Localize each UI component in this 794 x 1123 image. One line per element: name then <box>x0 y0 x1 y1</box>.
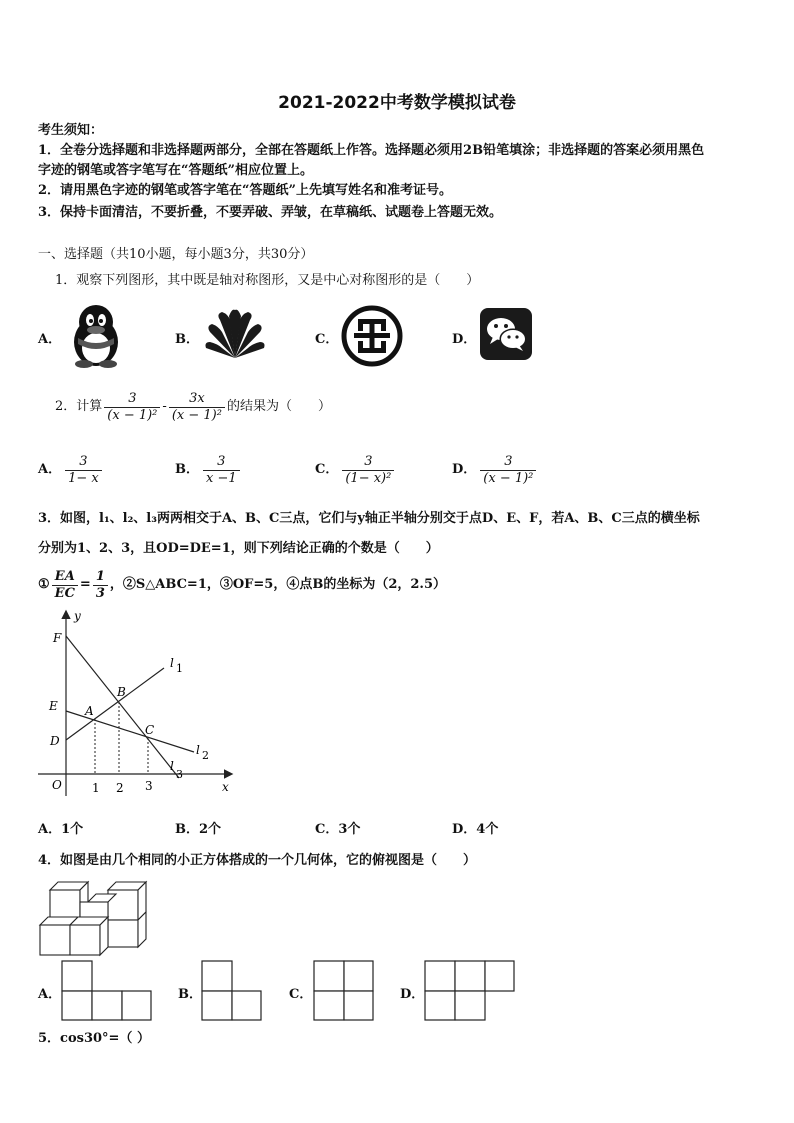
section-heading: 一、选择题（共10小题，每小题3分，共30分） <box>38 247 314 262</box>
notice-item: 2．请用黑色字迹的钢笔或答字笔在“答题纸”上先填写姓名和准考证号。 <box>38 183 453 198</box>
question-4-stem: 4．如图是由几个相同的小正方体搭成的一个几何体，它的俯视图是（ ） <box>38 853 477 868</box>
line-l3 <box>66 636 179 778</box>
numerator: 3 <box>203 454 240 471</box>
line-l1-subscript: 1 <box>176 662 183 675</box>
origin-label: O <box>52 778 62 792</box>
q3-option-d: D．4个 <box>452 822 499 837</box>
point-c-label: C <box>145 723 155 737</box>
y-axis-label: y <box>74 609 81 623</box>
option-fraction <box>65 454 102 487</box>
line-l3-subscript: 3 <box>176 768 183 781</box>
denominator: x −1 <box>206 470 237 486</box>
q1-option-b-label: B． <box>175 332 199 347</box>
condition-rest: ，②S△ABC=1，③OF=5，④点B的坐标为（2，2.5） <box>109 577 447 592</box>
option-label: C． <box>315 462 339 477</box>
notice-item: 1．全卷分选择题和非选择题两部分，全部在答题纸上作答。选择题必须用2B铅笔填涂；非选择题的答案必须用黑色 <box>38 143 705 158</box>
q2-frac2-denominator: (x − 1)² <box>171 407 222 423</box>
denominator: (1− x)² <box>345 470 392 486</box>
q4-cube-solid <box>36 880 152 960</box>
q2-option-d <box>452 450 536 490</box>
condition-marker: ① <box>38 577 50 592</box>
q4-option-c-grid <box>313 960 375 1022</box>
line-l3-label: l <box>170 759 174 773</box>
x-tick-label: 3 <box>145 779 153 793</box>
option-label: D． <box>452 462 477 477</box>
condition-fraction <box>93 569 108 602</box>
condition-fraction <box>52 569 78 602</box>
q2-suffix: 的结果为（ ） <box>226 399 331 414</box>
q2-option-a <box>38 450 102 490</box>
q4-option-a-grid <box>61 960 153 1022</box>
point-e-label: E <box>49 699 58 713</box>
x-tick-label: 2 <box>116 781 124 795</box>
numerator: 3 <box>65 454 102 471</box>
option-fraction <box>480 454 536 487</box>
x-axis-label: x <box>222 780 229 794</box>
numerator: EA <box>52 569 78 586</box>
q1-option-d-label: D． <box>452 332 477 347</box>
option-label: B． <box>175 462 199 477</box>
point-f-label: F <box>53 631 62 645</box>
equals-sign: = <box>79 577 91 592</box>
question-5-stem: 5．cos30°=（ ） <box>38 1031 150 1046</box>
q2-fraction-1 <box>104 391 160 424</box>
numerator: 3 <box>342 454 394 471</box>
line-l2-label: l <box>196 743 200 757</box>
numerator: 1 <box>93 569 108 586</box>
notice-heading: 考生须知： <box>38 123 104 138</box>
q2-frac1-denominator: (x − 1)² <box>107 407 158 423</box>
point-a-label: A <box>85 704 94 718</box>
x-tick-label: 1 <box>92 781 100 795</box>
denominator: (x − 1)² <box>483 470 534 486</box>
q3-coordinate-graph <box>36 606 236 801</box>
option-label: A． <box>38 462 62 477</box>
point-b-label: B <box>117 685 126 699</box>
denominator: EC <box>54 585 75 601</box>
q2-option-b <box>175 450 240 490</box>
q4-option-b-grid <box>201 960 263 1022</box>
q2-fraction-2 <box>169 391 225 424</box>
q1-option-c-label: C． <box>315 332 339 347</box>
q2-prefix: 2．计算 <box>55 399 103 414</box>
line-l2-subscript: 2 <box>202 749 209 762</box>
q4-option-d-label: D． <box>400 987 425 1002</box>
q2-option-c <box>315 450 394 490</box>
q2-frac1-numerator: 3 <box>104 391 160 408</box>
question-1-stem: 1．观察下列图形，其中既是轴对称图形，又是中心对称图形的是（ ） <box>55 273 480 288</box>
notice-item: 3．保持卡面清洁，不要折叠，不要弄破、弄皱，在草稿纸、试题卷上答题无效。 <box>38 205 503 220</box>
q4-option-d-grid <box>424 960 516 1022</box>
penguin-logo-icon <box>64 302 128 368</box>
q4-option-c-label: C． <box>289 987 313 1002</box>
numerator: 3 <box>480 454 536 471</box>
question-3-line-1: 3．如图，l₁、l₂、l₃两两相交于A、B、C三点，它们与y轴正半轴分别交于点D、E、F，若A、B、C三点的横坐标 <box>38 511 700 526</box>
q1-option-a-label: A． <box>38 332 62 347</box>
q4-option-b-label: B． <box>178 987 202 1002</box>
notice-item: 字迹的钢笔或答字笔写在“答题纸”相应位置上。 <box>38 163 313 178</box>
q3-option-a: A．1个 <box>38 822 84 837</box>
bank-logo-icon <box>340 304 404 368</box>
point-d-label: D <box>50 734 60 748</box>
denominator: 3 <box>95 585 105 601</box>
flower-logo-icon <box>202 306 268 362</box>
page-title: 2021-2022中考数学模拟试卷 <box>278 93 516 113</box>
q4-option-a-label: A． <box>38 987 62 1002</box>
line-l1-label: l <box>170 656 174 670</box>
chat-logo-icon <box>479 307 533 361</box>
option-fraction <box>203 454 240 487</box>
q3-option-b: B．2个 <box>175 822 222 837</box>
question-3-conditions <box>38 565 446 605</box>
denominator: 1− x <box>68 470 99 486</box>
option-fraction <box>342 454 394 487</box>
question-3-line-2: 分别为1、2、3，且OD=DE=1，则下列结论正确的个数是（ ） <box>38 541 439 556</box>
q2-frac2-numerator: 3x <box>169 391 225 408</box>
q3-option-c: C．3个 <box>315 822 361 837</box>
q2-minus: - <box>162 399 167 414</box>
question-2-stem <box>55 387 331 427</box>
